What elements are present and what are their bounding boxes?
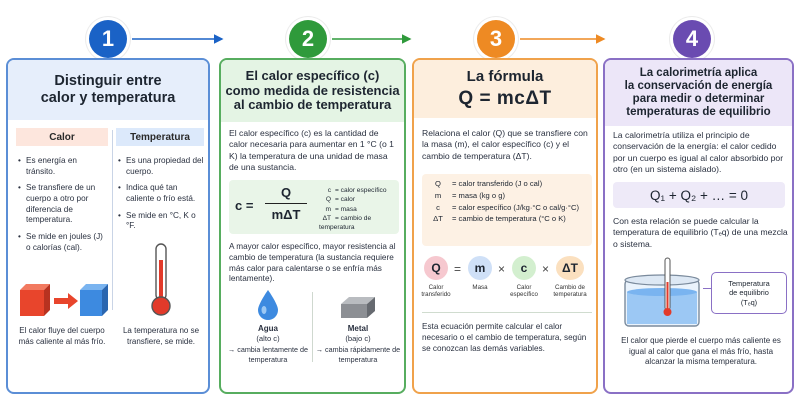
definition-row: Q = calor transferido (J o cal)	[435, 179, 543, 188]
equilibrium-usage: Con esta relación se puede calcular la temperatura de equilibrio (Tₑq) de una mezcla o sistema.	[613, 216, 788, 249]
water-desc: → cambia lentamente de temperatura	[228, 345, 308, 364]
formula-usage-note: Esta ecuación permite calcular el calor necesario o el cambio de temperatura, según se conozcan las demás variables.	[422, 322, 587, 353]
panel-calor-vs-temperatura	[6, 58, 210, 394]
definition-row: c = calor específico (J/kg·°C o cal/g·°C)	[436, 202, 579, 212]
chip-label: Cambio de temperatura	[553, 284, 587, 299]
metal-label: Metal	[347, 324, 369, 333]
divider	[422, 312, 592, 313]
chip-delta-t: ΔT	[556, 256, 584, 280]
list-item: • Indica qué tan caliente o frío está.	[118, 183, 206, 204]
definition-row: ΔT = cambio de temperatura (°C o K)	[433, 214, 566, 224]
material-divider	[312, 292, 313, 362]
calorimeter-icon	[621, 256, 705, 332]
variable-definitions	[422, 174, 592, 246]
metal-sublabel: (bajo c)	[345, 334, 371, 343]
formula-legend: c = calor específico Q = calor m = masa ΔT = cambio de temperatura	[319, 187, 387, 232]
list-item: • Se mide en °C, K o °F.	[118, 211, 206, 232]
heat-flow-cubes	[16, 280, 112, 320]
formula-lhs: c =	[235, 198, 254, 213]
water-label: Agua	[258, 324, 278, 333]
temperatura-column-header: Temperatura	[116, 128, 204, 146]
panel-3-title: La fórmula Q = mcΔT	[414, 60, 596, 118]
resistance-note: A mayor calor específico, mayor resistencia al cambio de temperatura (la sustancia requiere más calor para calentarse o se enfría más lentamente).	[229, 242, 396, 284]
formula-fraction-bar	[265, 203, 307, 204]
metal-block-icon	[339, 294, 377, 320]
water-sublabel: (alto c)	[256, 334, 280, 343]
formula-intro: Relaciona el calor (Q) que se transfiere con la masa (m), el calor específico (c) y el cambio de temperatura (ΔT).	[422, 128, 588, 161]
thermometer-icon	[146, 242, 176, 320]
formula-visual	[421, 256, 594, 299]
calor-caption: El calor fluye del cuerpo más caliente al más frío.	[18, 326, 106, 346]
chip-label: Masa	[472, 284, 488, 291]
list-item: • Se transfiere de un cuerpo a otro por diferencia de temperatura.	[18, 183, 108, 226]
step-marker-4: 4	[673, 20, 711, 58]
list-item: • Se mide en joules (J) o calorías (cal).	[18, 232, 108, 253]
formula-numerator: Q	[280, 185, 292, 200]
calor-especifico-definition: El calor específico (c) es la cantidad de calor necesaria para aumentar en 1 °C (o 1 K) la temperatura de una unidad de masa de una sustancia.	[229, 128, 394, 173]
equals-sign: =	[454, 262, 462, 276]
equilibrium-temperature-callout: Temperatura de equilibrio (Tₑq)	[711, 272, 787, 314]
chip-label: Calor específico	[510, 284, 538, 299]
temperatura-list	[118, 156, 206, 238]
calor-column-header: Calor	[16, 128, 108, 146]
panel-calorimetria	[603, 58, 794, 394]
chip-m: m	[468, 256, 492, 280]
calorimetria-intro: La calorimetría utiliza el principio de conservación de la energía: el calor cedido por un cuerpo es igual al calor absorbido por otro (en un sistema aislado).	[613, 130, 784, 175]
chip-c: c	[512, 256, 536, 280]
panel-2-title: El calor específico (c) como medida de resistencia al cambio de temperatura	[221, 60, 404, 122]
column-divider	[112, 130, 113, 310]
chip-label: Calor transferido	[421, 284, 451, 299]
panel-4-title: La calorimetría aplica la conservación de energía para medir o determinar temperaturas de equilibrio	[605, 60, 792, 126]
list-item: • Es una propiedad del cuerpo.	[118, 156, 206, 177]
times-sign: ×	[542, 262, 550, 276]
specific-heat-formula	[229, 180, 399, 234]
calorimetria-caption: El calor que pierde el cuerpo más caliente es igual al calor que gana el más frío, hasta alcanzar la misma temperatura.	[621, 336, 781, 367]
step-marker-3: 3	[477, 20, 515, 58]
thermometer-icon	[664, 258, 672, 316]
hot-cube-icon	[20, 284, 50, 316]
step-marker-1: 1	[89, 20, 127, 58]
formula-denominator: mΔT	[271, 207, 301, 222]
panel-1-title: Distinguir entre calor y temperatura	[8, 60, 208, 120]
temperatura-caption: La temperatura no se transfiere, se mide.	[122, 326, 200, 346]
water-drop-icon	[255, 288, 281, 322]
panel-la-formula	[412, 58, 598, 394]
energy-balance-equation: Q₁ + Q₂ + … = 0	[613, 182, 785, 208]
metal-desc: → cambia rápidamente de temperatura	[315, 345, 401, 364]
panel-calor-especifico	[219, 58, 406, 394]
definition-row: m = masa (kg o g)	[434, 190, 505, 200]
list-item: • Es energía en tránsito.	[18, 156, 108, 177]
chip-q: Q	[424, 256, 448, 280]
calor-list	[18, 156, 108, 259]
step-marker-2: 2	[289, 20, 327, 58]
arrow-right-icon	[54, 293, 78, 309]
cold-cube-icon	[80, 284, 108, 316]
times-sign: ×	[498, 262, 506, 276]
